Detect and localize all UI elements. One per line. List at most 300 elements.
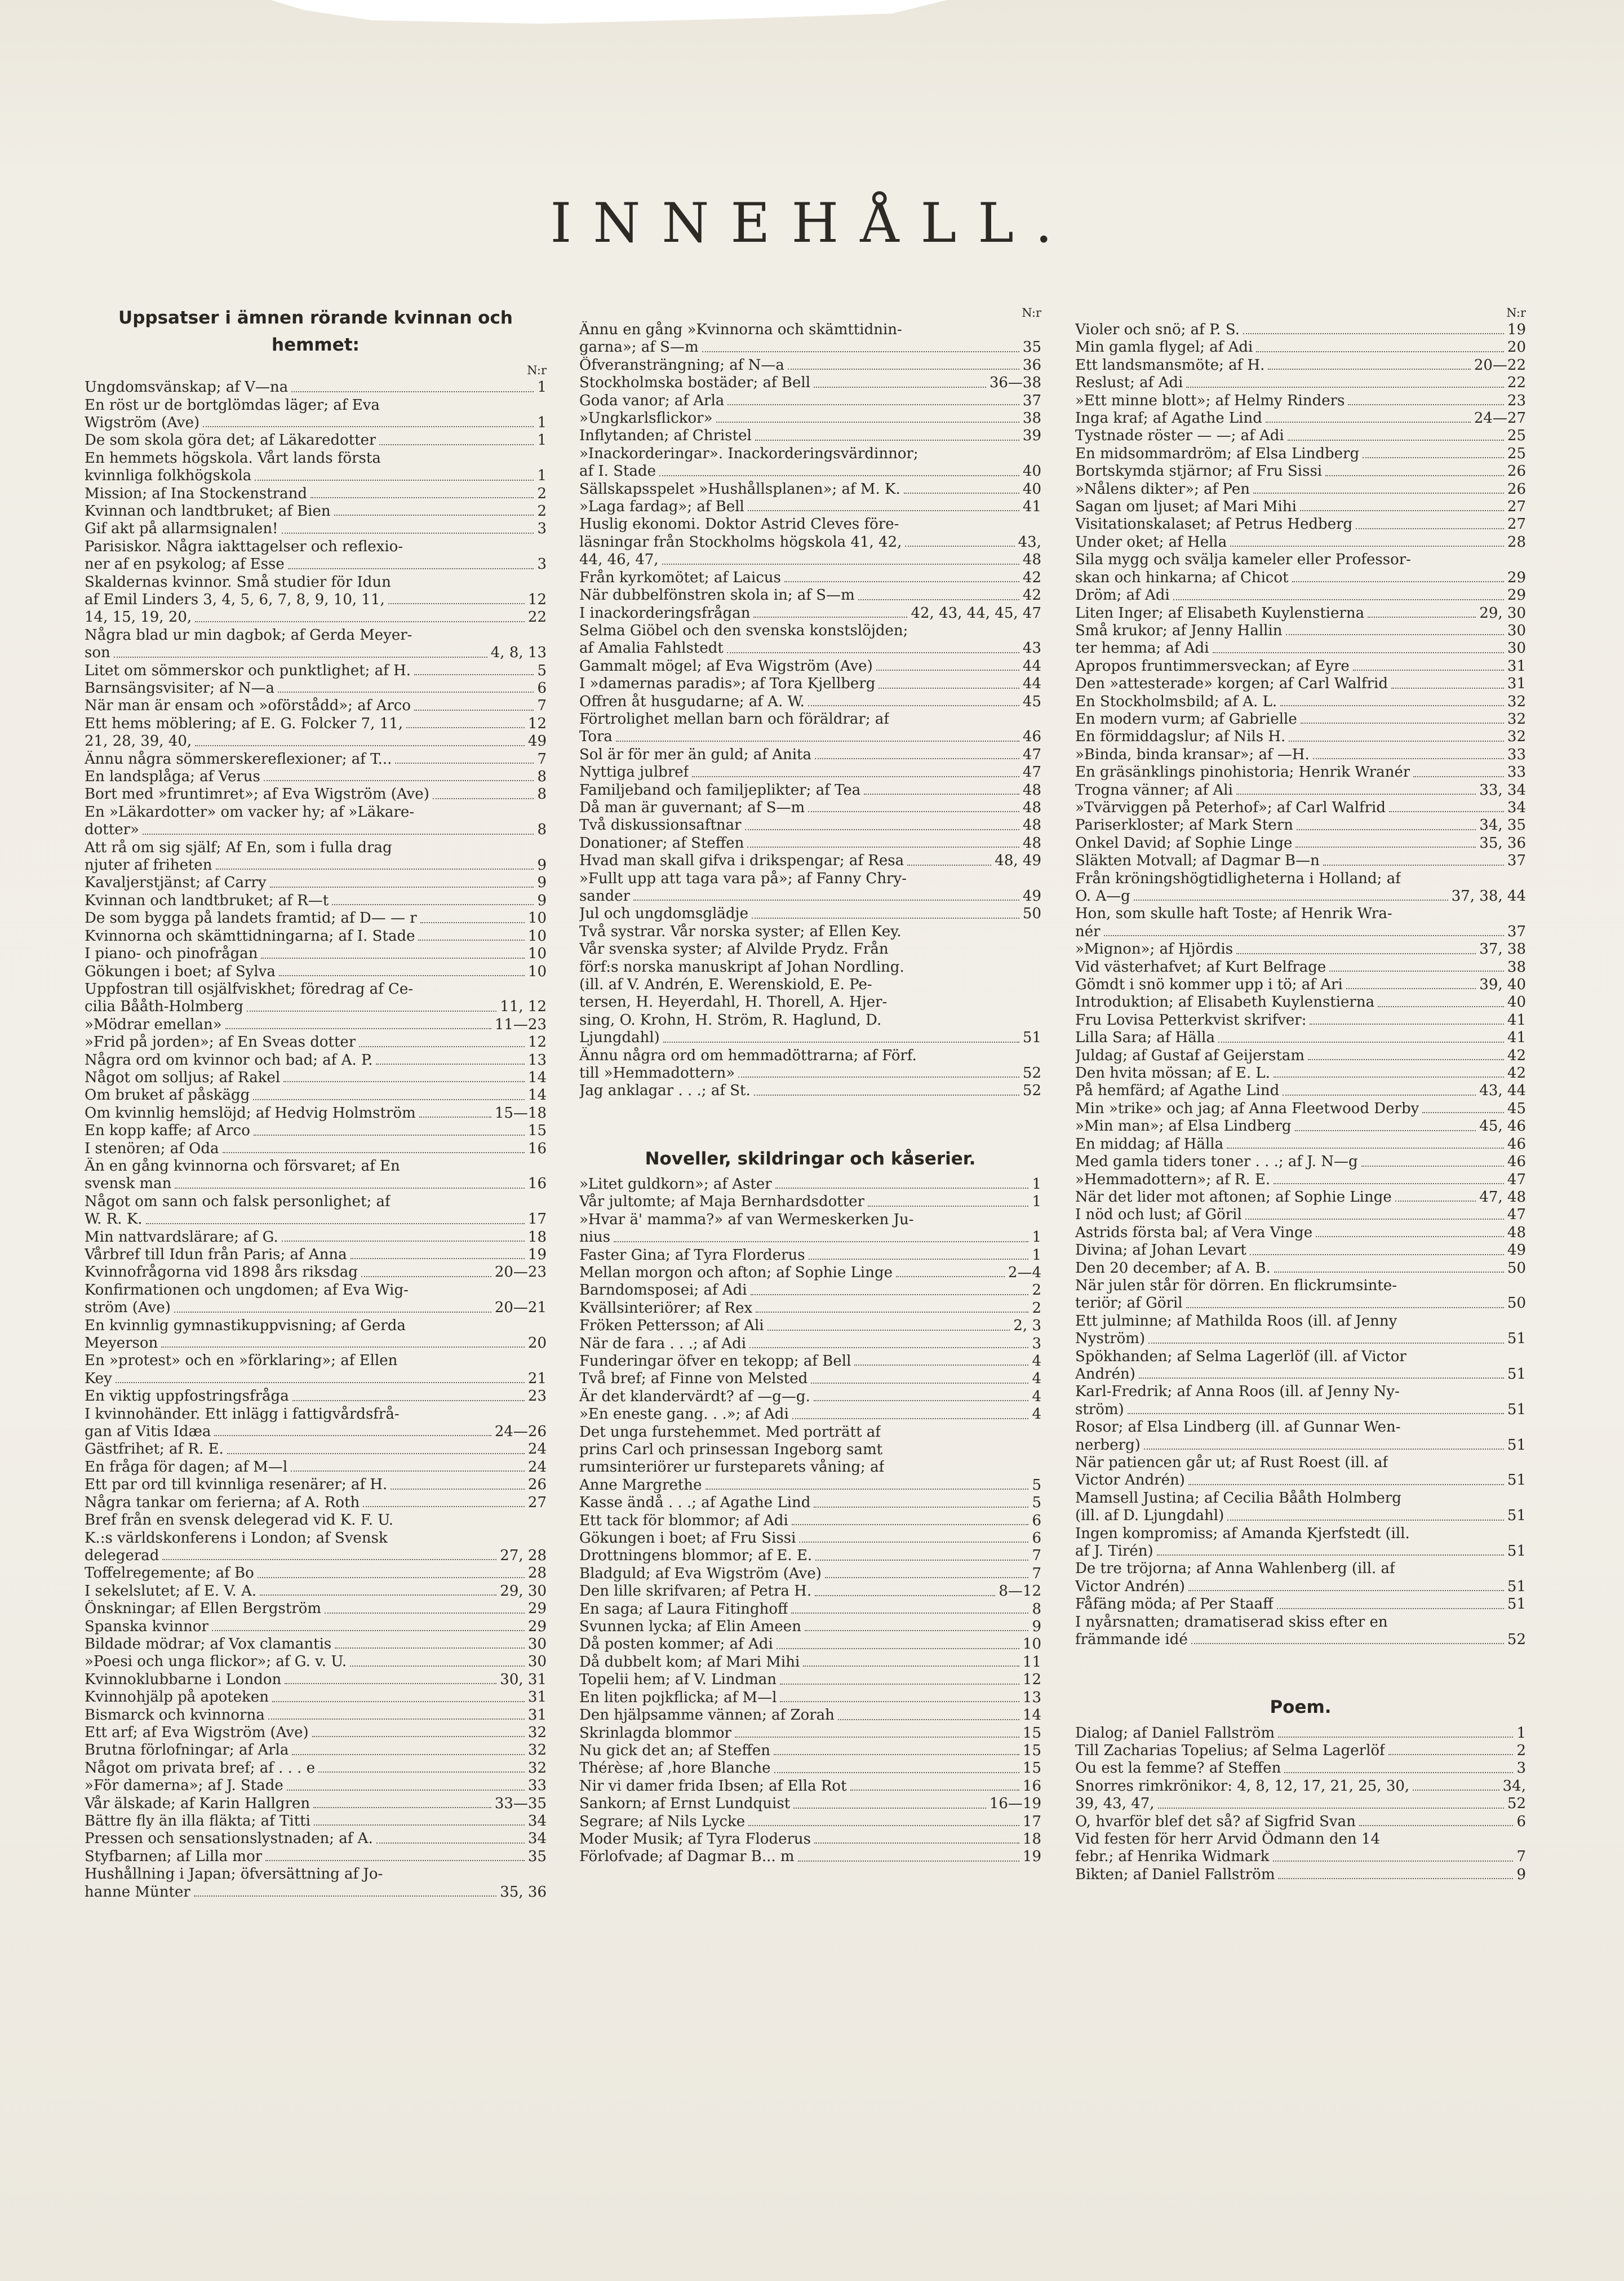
dot-leader (292, 1754, 525, 1755)
toc-entry (579, 658, 1041, 675)
entry-title: Bortskymda stjärnor; af Fru Sissi (1075, 463, 1323, 480)
toc-entry (1075, 587, 1526, 604)
entry-page-number: 31 (1507, 675, 1526, 693)
toc-entry (579, 1654, 1041, 1671)
dot-leader (195, 621, 525, 622)
entry-page-number: 48 (1022, 551, 1041, 569)
toc-entry (1075, 640, 1526, 657)
entry-title: ner af en psykolog; af Esse (85, 556, 285, 573)
entry-title: Huslig ekonomi. Doktor Astrid Cleves före- (579, 516, 899, 533)
entry-page-number: 35, 36 (500, 1883, 547, 1901)
entry-title: Vår älskade; af Karin Hallgren (85, 1795, 310, 1812)
entry-title: Divina; af Johan Levart (1075, 1242, 1246, 1259)
entry-title: I nöd och lust; af Göril (1075, 1206, 1242, 1224)
toc-entry (1075, 374, 1526, 392)
toc-entry (1075, 1189, 1526, 1206)
entry-title: »Hemmadottern»; af R. E. (1075, 1171, 1271, 1188)
entry-title: En saga; af Laura Fitinghoff (579, 1600, 788, 1618)
toc-entry (1075, 1260, 1526, 1277)
dot-leader (203, 426, 534, 427)
entry-title: Tora (579, 728, 613, 746)
entry-page-number: 48 (1022, 834, 1041, 852)
dot-leader (1186, 1307, 1504, 1308)
entry-page-number: 8 (537, 821, 547, 839)
entry-title: En liten pojkflicka; af M—l (579, 1689, 777, 1706)
entry-page-number: 11, 12 (500, 998, 547, 1016)
toc-entry (85, 1707, 547, 1724)
entry-title: Kvinnan och landtbruket; af Bien (85, 502, 331, 520)
entry-title: Wigström (Ave) (85, 414, 200, 431)
dot-leader (1274, 1272, 1504, 1273)
dot-leader (1253, 493, 1504, 494)
entry-title: Toffelregemente; af Bo (85, 1565, 254, 1582)
dot-leader (359, 1046, 525, 1047)
dot-leader (363, 1506, 525, 1507)
entry-page-number: 47 (1022, 746, 1041, 763)
entry-title: Ett julminne; af Mathilda Roos (ill. af Jenny (1075, 1312, 1397, 1330)
dot-leader (808, 705, 1019, 706)
entry-title: Bref från en svensk delegerad vid K. F. U. (85, 1512, 394, 1529)
entry-title: Min »trike» och jag; af Anna Fleetwood Derby (1075, 1100, 1419, 1117)
toc-entry (1075, 1401, 1526, 1419)
dot-leader (662, 564, 1019, 565)
entry-title: Funderingar öfver en tekopp; af Bell (579, 1352, 851, 1370)
dot-leader (614, 1241, 1028, 1242)
dot-leader (1227, 1148, 1504, 1149)
section-heading: Poem. (1270, 1697, 1332, 1718)
toc-entry (1075, 675, 1526, 693)
entry-title: Rosor; af Elsa Lindberg (ill. af Gunnar Wen- (1075, 1419, 1401, 1436)
toc-entry (1075, 923, 1526, 941)
entry-page-number: 8 (1032, 1600, 1041, 1618)
entry-page-number: 10 (527, 963, 547, 980)
entry-page-number: 27, 28 (500, 1547, 547, 1564)
entry-title: Ännu en gång »Kvinnorna och skämttidnin- (579, 321, 902, 338)
dot-leader (868, 1206, 1028, 1207)
entry-title: Två diskussionsaftnar (579, 817, 742, 834)
toc-entry (85, 1441, 547, 1458)
dot-leader (754, 1095, 1019, 1096)
dot-leader (792, 1418, 1029, 1419)
entry-page-number: 22 (1507, 374, 1526, 392)
toc-entry (85, 821, 547, 839)
entry-title: Ett landsmansmöte; af H. (1075, 356, 1265, 374)
entry-title: Vid västerhafvet; af Kurt Belfrage (1075, 958, 1326, 976)
entry-title: Ett arf; af Eva Wigström (Ave) (85, 1724, 309, 1741)
entry-page-number: 48 (1022, 799, 1041, 816)
entry-title: sander (579, 888, 631, 905)
entry-page-number: 11 (1022, 1653, 1041, 1671)
entry-title: Nir vi damer frida Ibsen; af Ella Rot (579, 1777, 847, 1795)
entry-page-number: 39 (1022, 427, 1041, 445)
entry-page-number: 27 (1507, 498, 1526, 516)
page-title: INNEHÅLL. (550, 192, 1074, 255)
entry-page-number: 11—23 (494, 1016, 547, 1033)
dot-leader (1283, 1095, 1476, 1096)
dot-leader (1395, 1201, 1476, 1202)
entry-page-number: 10 (527, 927, 547, 945)
toc-entry (85, 397, 547, 414)
toc-entry (85, 1034, 547, 1051)
entry-page-number: 24 (527, 1458, 547, 1476)
dot-leader (1213, 652, 1504, 653)
entry-page-number: 7 (1516, 1848, 1526, 1866)
toc-entry (85, 1282, 547, 1299)
entry-title: Victor Andrén) (1075, 1472, 1185, 1489)
entry-title: sing, O. Krohn, H. Ström, R. Haglund, D. (579, 1011, 882, 1029)
dot-leader (825, 1577, 1029, 1578)
entry-page-number: 37, 38, 44 (1451, 888, 1526, 905)
column-3 (1075, 304, 1526, 1884)
dot-leader (1236, 953, 1476, 954)
toc-entry (85, 609, 547, 626)
section-spacer (579, 1100, 1041, 1145)
entry-page-number: 29, 30 (1479, 604, 1526, 622)
number-column-label: N:r (527, 364, 547, 378)
entry-page-number: 9 (537, 892, 547, 909)
toc-entry (579, 1707, 1041, 1724)
entry-title: Goda vanor; af Arla (579, 392, 725, 409)
toc-entry (85, 662, 547, 680)
entry-page-number: 42, 43, 44, 45, 47 (911, 604, 1041, 622)
entry-page-number: 42 (1507, 1065, 1526, 1082)
toc-entry (1075, 746, 1526, 764)
entry-page-number: 10 (1022, 1636, 1041, 1653)
toc-entry (1075, 1206, 1526, 1224)
entry-page-number: 16 (527, 1140, 547, 1157)
toc-entry (1075, 764, 1526, 781)
entry-page-number: 37 (1507, 923, 1526, 940)
entry-page-number: 3 (537, 520, 547, 538)
entry-title: Ett par ord till kvinnliga resenärer; af H. (85, 1476, 388, 1494)
entry-page-number: 42 (1022, 569, 1041, 586)
dot-leader (325, 1613, 525, 1614)
entry-page-number: 51 (1507, 1472, 1526, 1489)
entry-page-number: 29, 30 (500, 1582, 547, 1600)
entry-title: Kvinnorna och skämttidningarna; af I. Stade (85, 927, 415, 945)
dot-leader (838, 1719, 1019, 1720)
dot-leader (799, 1542, 1028, 1543)
toc-entry (579, 782, 1041, 799)
entry-title: »Frid på jorden»; af En Sveas dotter (85, 1034, 356, 1051)
entry-title: Litet om sömmerskor och punktlighet; af H. (85, 662, 411, 679)
toc-entry (85, 1335, 547, 1352)
entry-title: Topelii hem; af V. Lindman (579, 1671, 777, 1689)
entry-page-number: 1 (537, 467, 547, 485)
entry-page-number: 1 (1516, 1724, 1526, 1742)
entry-title: Ännu några sömmerskereflexioner; af T... (85, 750, 392, 768)
toc-entry (1075, 693, 1526, 711)
entry-title: Segrare; af Nils Lycke (579, 1813, 746, 1830)
entry-title: Bismarck och kvinnorna (85, 1706, 265, 1724)
dot-leader (292, 1400, 525, 1401)
toc-entry (1075, 1047, 1526, 1065)
entry-page-number: 22 (527, 609, 547, 626)
dot-leader (419, 1117, 491, 1118)
entry-page-number: 52 (1507, 1795, 1526, 1813)
entry-title: Några blad ur min dagbok; af Gerda Meyer- (85, 626, 412, 644)
dot-leader (1413, 1790, 1499, 1791)
toc-entry (1075, 410, 1526, 427)
dot-leader (1277, 1608, 1504, 1609)
dot-leader (854, 1365, 1028, 1366)
entry-title: Pariserkloster; af Mark Stern (1075, 817, 1293, 834)
entry-page-number: 15 (1022, 1742, 1041, 1759)
dot-leader (811, 1383, 1028, 1384)
dot-leader (727, 652, 1019, 653)
entry-page-number: 3 (1516, 1760, 1526, 1777)
entry-title: garna»; af S—m (579, 339, 699, 356)
entry-title: I stenören; af Oda (85, 1140, 219, 1157)
entry-title: Trogna vänner; af Ali (1075, 781, 1233, 799)
toc-entry (1075, 1596, 1526, 1613)
toc-entry (1075, 1543, 1526, 1560)
entry-page-number: 18 (1022, 1830, 1041, 1848)
entry-title: Hvad man skall gifva i drikspengar; af Resa (579, 852, 904, 870)
dot-leader (332, 904, 534, 905)
entry-title: När det lider mot aftonen; af Sophie Linge (1075, 1188, 1392, 1206)
entry-title: Bikten; af Daniel Fallström (1075, 1866, 1275, 1883)
toc-entry (85, 786, 547, 803)
entry-page-number: 26 (1507, 480, 1526, 498)
entry-page-number: 3 (537, 556, 547, 573)
toc-entry (1075, 569, 1526, 587)
entry-title: »Ett minne blott»; af Helmy Rinders (1075, 392, 1345, 409)
entry-title: Sagan om ljuset; af Mari Mihi (1075, 498, 1297, 516)
dot-leader (905, 546, 1014, 547)
entry-page-number: 4 (1032, 1352, 1041, 1370)
toc-entry (579, 693, 1041, 711)
entry-title: Fåfäng möda; af Per Staaff (1075, 1596, 1274, 1613)
entry-page-number: 1 (1032, 1229, 1041, 1246)
entry-title: Vårbref till Idun från Paris; af Anna (85, 1246, 347, 1263)
entry-title: En kvinnlig gymnastikuppvisning; af Gerda (85, 1317, 406, 1334)
toc-entry (579, 551, 1041, 569)
entry-title: Med gamla tiders toner . . .; af J. N—g (1075, 1153, 1358, 1171)
entry-title: Gammalt mögel; af Eva Wigström (Ave) (579, 657, 873, 675)
entry-page-number: 46 (1507, 1135, 1526, 1153)
toc-entry (579, 1530, 1041, 1547)
dot-leader (1218, 1042, 1504, 1043)
entry-page-number: 23 (527, 1388, 547, 1405)
dot-leader (1227, 1520, 1504, 1521)
entry-page-number: 16 (1022, 1777, 1041, 1795)
dot-leader (258, 1577, 525, 1578)
toc-entry (579, 481, 1041, 498)
entry-title: Är det klandervärdt? af —g—g. (579, 1388, 810, 1405)
entry-title: Kvällsinteriörer; af Rex (579, 1299, 753, 1317)
toc-entry (579, 1029, 1041, 1047)
entry-page-number: 17 (527, 1211, 547, 1228)
toc-entry (1075, 1578, 1526, 1596)
entry-page-number: 30 (527, 1635, 547, 1653)
entry-title: af Emil Linders 3, 4, 5, 6, 7, 8, 9, 10, 11, (85, 591, 385, 608)
entry-page-number: 51 (1507, 1578, 1526, 1595)
entry-page-number: 47 (1507, 1206, 1526, 1224)
toc-entry (85, 503, 547, 520)
entry-title: ström) (1075, 1401, 1124, 1418)
entry-title: af Amalia Fahlstedt (579, 640, 724, 657)
toc-entry (85, 538, 547, 556)
dot-leader (1329, 971, 1504, 972)
toc-entry (579, 959, 1041, 976)
entry-title: En Stockholmsbild; af A. L. (1075, 693, 1277, 710)
entry-page-number: 30 (1507, 640, 1526, 657)
entry-page-number: 20 (1507, 339, 1526, 356)
entry-title: tersen, H. Heyerdahl, H. Thorell, A. Hjer- (579, 994, 888, 1011)
entry-title: Från kyrkomötet; af Laicus (579, 569, 781, 586)
entry-title: På hemfärd; af Agathe Lind (1075, 1082, 1280, 1100)
toc-entry (85, 715, 547, 733)
dot-leader (864, 794, 1019, 795)
entry-title: Bildade mödrar; af Vox clamantis (85, 1635, 332, 1653)
toc-entry (1075, 1795, 1526, 1813)
dot-leader (1278, 1737, 1513, 1738)
number-column-label: N:r (1022, 306, 1041, 320)
entry-title: Gökungen i boet; af Fru Sissi (579, 1530, 796, 1547)
dot-leader (1301, 723, 1504, 724)
toc-entry (579, 1725, 1041, 1742)
number-column-label: N:r (1506, 306, 1526, 320)
dot-leader (212, 1630, 525, 1631)
entry-page-number: 2—4 (1008, 1264, 1041, 1281)
toc-entry (85, 432, 547, 449)
toc-entry (85, 1653, 547, 1671)
dot-leader (748, 1825, 1019, 1826)
entry-title: Något om sann och falsk personlighet; af (85, 1193, 391, 1210)
entry-page-number: 5 (1032, 1476, 1041, 1494)
toc-entry (85, 751, 547, 768)
toc-entry (85, 1689, 547, 1706)
entry-title: Bättre fly än illa fläkta; af Titti (85, 1813, 310, 1830)
toc-entry (85, 1618, 547, 1636)
entry-title: Den 20 december; af A. B. (1075, 1259, 1271, 1277)
toc-entry (579, 1583, 1041, 1600)
dot-leader (1323, 865, 1504, 866)
entry-title: Nyttiga julbref (579, 764, 689, 781)
dot-leader (1278, 1878, 1513, 1879)
dot-leader (904, 493, 1019, 494)
toc-entry (579, 1671, 1041, 1689)
toc-entry (85, 591, 547, 609)
entry-page-number: 7 (537, 697, 547, 715)
toc-entry (85, 467, 547, 485)
entry-title: Apropos fruntimmersveckan; af Eyre (1075, 657, 1350, 675)
dot-leader (814, 1507, 1028, 1508)
toc-entry (85, 945, 547, 963)
entry-page-number: 49 (527, 733, 547, 750)
dot-leader (663, 1042, 1019, 1043)
entry-title: Gömdt i snö kommer upp i tö; af Ari (1075, 976, 1343, 994)
entry-page-number: 45 (1507, 1100, 1526, 1117)
toc-entry (85, 768, 547, 786)
dot-leader (334, 515, 534, 516)
entry-title: till »Hemmadottern» (579, 1065, 735, 1082)
entry-title: När de fara . . .; af Adi (579, 1335, 747, 1352)
toc-entry (1075, 1224, 1526, 1242)
toc-entry (85, 1406, 547, 1423)
entry-page-number: 28 (1507, 533, 1526, 551)
dot-leader (1297, 829, 1476, 830)
toc-entry (1075, 1277, 1526, 1295)
entry-page-number: 28 (527, 1565, 547, 1582)
entry-title: När dubbelfönstren skola in; af S—m (579, 587, 855, 604)
dot-leader (751, 1294, 1029, 1295)
toc-entry (1075, 1742, 1526, 1760)
toc-entry (579, 1689, 1041, 1707)
toc-entry (1075, 1813, 1526, 1831)
entry-title: Bladguld; af Eva Wigström (Ave) (579, 1565, 822, 1582)
toc-entry (1075, 463, 1526, 480)
entry-title: Reslust; af Adi (1075, 374, 1183, 392)
toc-entry (579, 1012, 1041, 1029)
entry-page-number: 29 (1507, 587, 1526, 604)
toc-entry (1075, 1560, 1526, 1578)
toc-entry (85, 644, 547, 662)
toc-entry (85, 1193, 547, 1211)
toc-entry (579, 1047, 1041, 1065)
entry-title: 21, 28, 39, 40, (85, 733, 192, 750)
dot-leader (114, 657, 487, 658)
dot-leader (388, 603, 525, 604)
toc-entry (1075, 976, 1526, 994)
toc-entry (85, 1848, 547, 1866)
entry-page-number: 44 (1022, 675, 1041, 693)
toc-entry (85, 928, 547, 945)
toc-entry (1075, 1831, 1526, 1848)
entry-page-number: 7 (537, 750, 547, 768)
entry-page-number: 12 (527, 1034, 547, 1051)
entry-title: rumsinteriörer ur fursteparets våning; af (579, 1459, 885, 1476)
entry-page-number: 2, 3 (1013, 1317, 1041, 1335)
entry-page-number: 32 (1507, 728, 1526, 746)
entry-title: Förlofvade; af Dagmar B... m (579, 1848, 795, 1866)
toc-entry (85, 1087, 547, 1104)
toc-entry (85, 963, 547, 981)
toc-entry (579, 1211, 1041, 1229)
toc-entry (1075, 445, 1526, 463)
entry-page-number: 31 (527, 1689, 547, 1706)
entry-page-number: 32 (527, 1724, 547, 1741)
entry-page-number: 27 (527, 1494, 547, 1511)
dot-leader (433, 798, 534, 799)
toc-entry (1075, 1029, 1526, 1047)
dot-leader (791, 1613, 1028, 1614)
entry-title: En »protest» och en »förklaring»; af Ellen (85, 1352, 398, 1370)
dot-leader (1139, 1378, 1504, 1379)
entry-title: 44, 46, 47, (579, 551, 659, 569)
toc-entry (85, 1530, 547, 1547)
entry-page-number: 52 (1022, 1082, 1041, 1100)
dot-leader (745, 829, 1019, 830)
entry-title: Ljungdahl) (579, 1029, 660, 1047)
toc-entry (1075, 1136, 1526, 1153)
toc-entry (1075, 959, 1526, 976)
entry-title: Juldag; af Gustaf af Geijerstam (1075, 1047, 1305, 1064)
entry-title: Dialog; af Daniel Fallström (1075, 1724, 1275, 1742)
entry-page-number: 20—23 (494, 1264, 547, 1281)
entry-title: »Ungkarlsflickor» (579, 410, 713, 427)
dot-leader (1268, 369, 1470, 370)
entry-page-number: 9 (1032, 1618, 1041, 1636)
toc-entry (579, 445, 1041, 463)
dot-leader (798, 1861, 1019, 1862)
dot-leader (756, 1312, 1028, 1313)
entry-title: Styfbarnen; af Lilla mor (85, 1848, 263, 1865)
toc-entry (579, 728, 1041, 746)
dot-leader (907, 865, 991, 866)
entry-page-number: 1 (537, 432, 547, 449)
